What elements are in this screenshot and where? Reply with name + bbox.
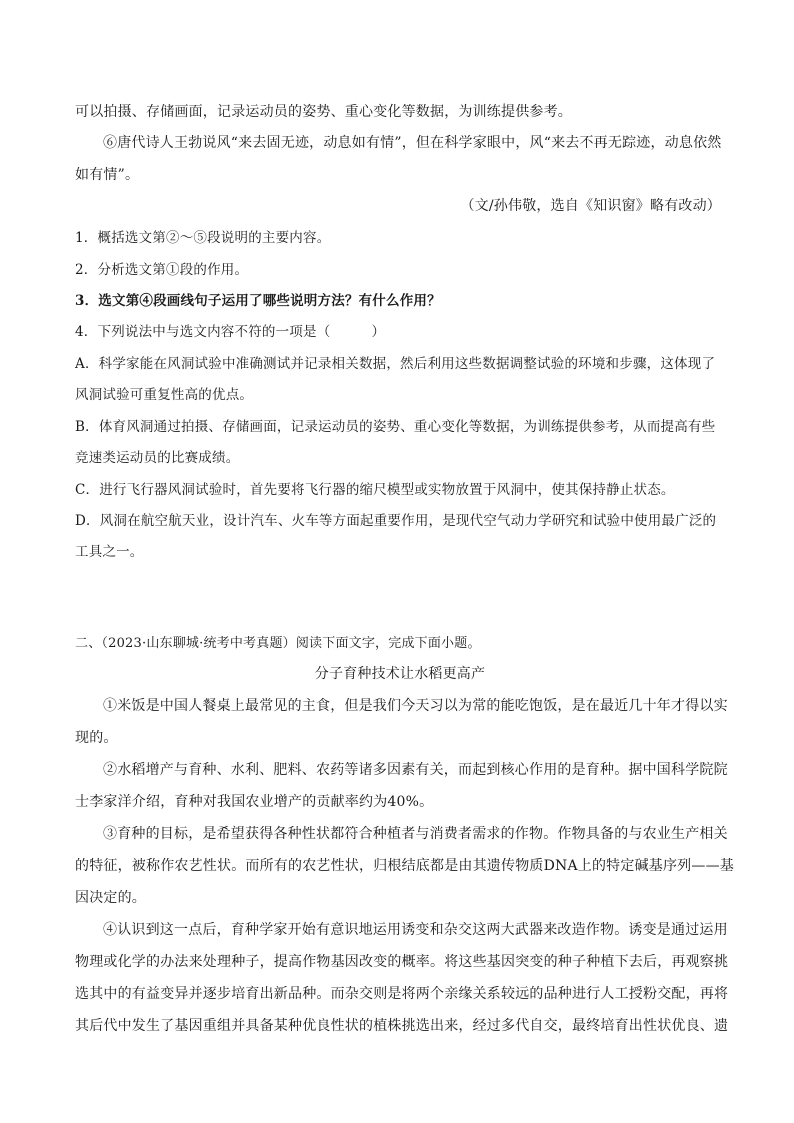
option-b-cont: 竞速类运动员的比赛成绩。 [75,450,240,466]
section-2-header: 二、（2023·山东聊城·统考中考真题）阅读下面文字，完成下面小题。 [75,636,481,651]
paragraph-1-line: 现的。 [75,730,118,746]
passage-line: 可以拍摄、存储画面，记录运动员的姿势、重心变化等数据，为训练提供参考。 [75,104,572,120]
option-c: C．进行飞行器风洞试验时，首先要将飞行器的缩尺模型或实物放置于风洞中，使其保持静止状态。 [75,482,675,498]
option-d: D．风洞在航空航天业，设计汽车、火车等方面起重要作用，是现代空气动力学研究和试验中使用最广泛的 [75,513,717,529]
question-4: 4．下列说法中与选文内容不符的一项是（ ） [75,324,386,340]
paragraph-4-line: 其后代中发生了基因重组并具备某种优良性状的植株挑选出来，经过多代自交，最终培育出性状优良、遗 [75,1018,729,1034]
paragraph-6-line: ⑥唐代诗人王勃说风“来去固无迹，动息如有情”，但在科学家眼中，风“来去不再无踪迹，动息依然 [103,135,722,151]
paragraph-4-line: 物理或化学的办法来处理种子，提高作物基因改变的概率。将这些基因突变的种子种植下去后，再观察挑 [75,954,729,970]
option-a-cont: 风洞试验可重复性高的优点。 [75,387,254,403]
question-1: 1．概括选文第②～⑤段说明的主要内容。 [75,230,331,246]
paragraph-4-line: 选其中的有益变异并逐步培育出新品种。而杂交则是将两个亲缘关系较远的品种进行人工授粉交配，再将 [75,986,729,1002]
passage-title: 分子育种技术让水稻更高产 [314,666,486,682]
question-2: 2．分析选文第①段的作用。 [75,262,249,278]
option-d-cont: 工具之一。 [75,544,144,560]
paragraph-3-line: 因决定的。 [75,890,146,906]
paragraph-6-line: 如有情”。 [75,167,140,183]
paragraph-2-line: ②水稻增产与育种、水利、肥料、农药等诸多因素有关，而起到核心作用的是育种。据中国科学院院 [103,762,728,778]
paragraph-4-line: ④认识到这一点后，育种学家开始有意识地运用诱变和杂交这两大武器来改造作物。诱变是通过运用 [103,922,728,938]
paragraph-1-line: ①米饭是中国人餐桌上最常见的主食，但是我们今天习以为常的能吃饱饭，是在最近几十年才得以实 [103,698,728,714]
paragraph-3-line: ③育种的目标，是希望获得各种性状都符合种植者与消费者需求的作物。作物具备的与农业生产相关 [103,826,728,842]
option-b: B．体育风洞通过拍摄、存储画面，记录运动员的姿势、重心变化等数据，为训练提供参考，从而提高有些 [75,419,716,435]
source-citation: （文/孙伟敬，选自《知识窗》略有改动） [460,198,721,214]
option-a: A．科学家能在风洞试验中准确测试并记录相关数据，然后利用这些数据调整试验的环境和步骤，这体现了 [75,356,716,372]
paragraph-2-line: 士李家洋介绍，育种对我国农业增产的贡献率约为40%。 [75,794,434,810]
paragraph-3-line: 的特征，被称作农艺性状。而所有的农艺性状，归根结底都是由其遗传物质DNA上的特定碱基序列——基 [75,858,734,874]
question-3: 3．选文第④段画线句子运用了哪些说明方法？有什么作用？ [75,293,441,309]
